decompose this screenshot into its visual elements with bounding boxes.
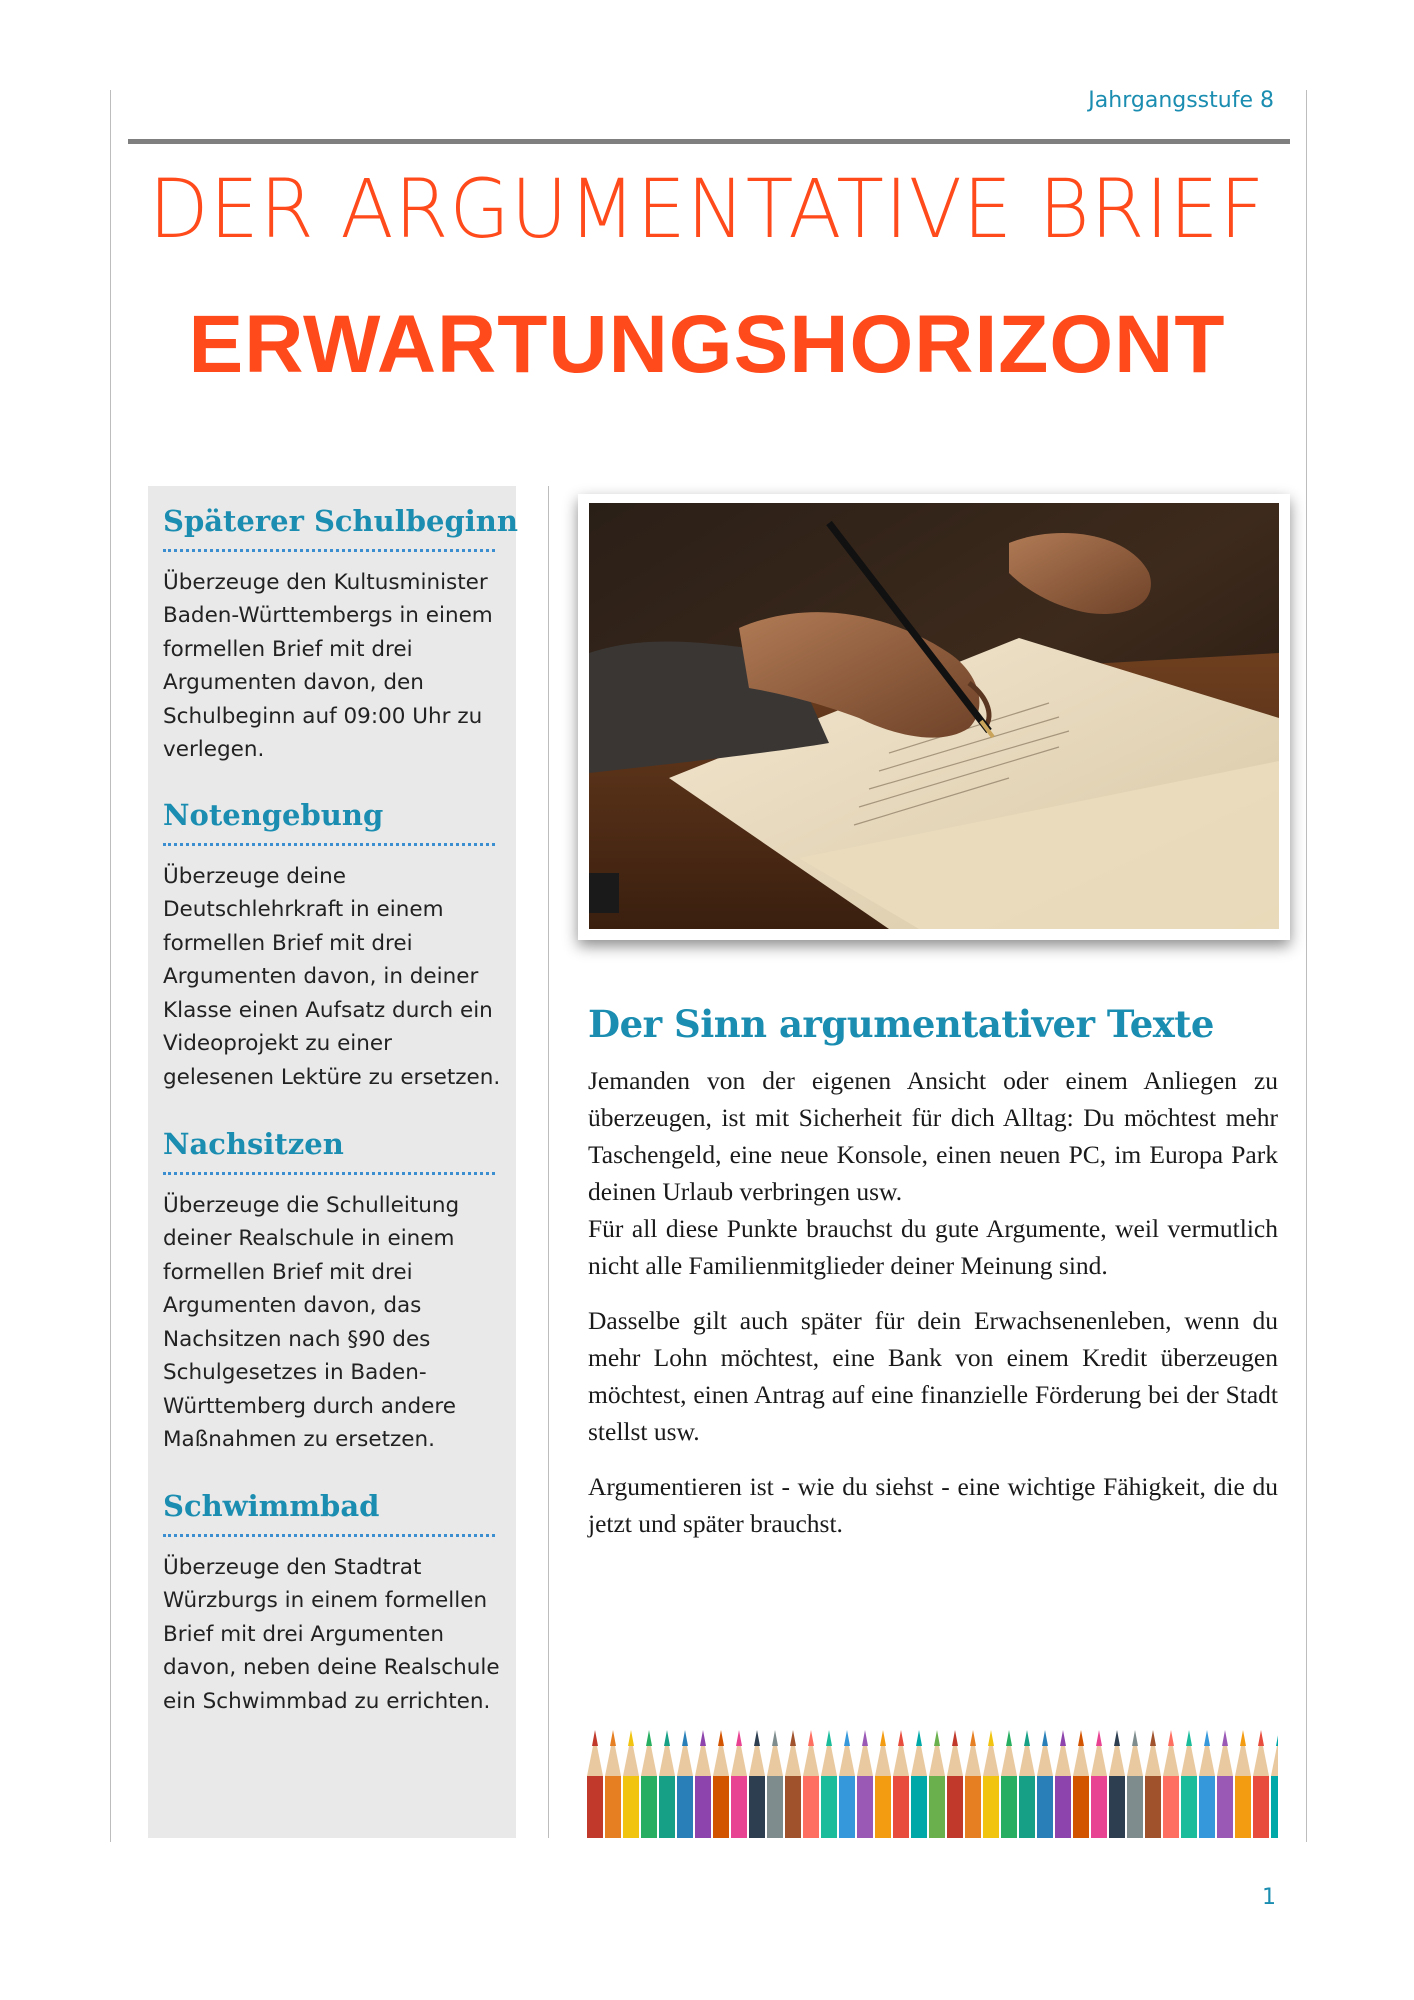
pencil — [803, 1730, 819, 1838]
dotted-divider — [163, 843, 495, 846]
sidebar-section-schwimmbad — [163, 1489, 503, 1718]
sidebar-text: Überzeuge die Schulleitung deiner Realschule in einem formellen Brief mit drei Argumenten davon, das Nachsitzen nach §90 des Schulgesetzes in Baden-Württemberg durch andere Maßnahmen zu ersetzen. — [163, 1192, 460, 1453]
hand-writing-letter-photo — [578, 494, 1290, 940]
pencil — [1019, 1730, 1035, 1838]
pencil — [1145, 1730, 1161, 1838]
pencils-illustration — [586, 1718, 1278, 1838]
pencil — [875, 1730, 891, 1838]
task-sidebar — [148, 486, 516, 1838]
pencil — [839, 1730, 855, 1838]
pencil — [857, 1730, 873, 1838]
sidebar-heading: Schwimmbad — [163, 1489, 380, 1523]
page-title: DER ARGUMENTATIVE BRIEF — [148, 163, 1266, 257]
page-subtitle: ERWARTUNGSHORIZONT — [188, 299, 1226, 390]
article-body — [588, 1062, 1278, 1542]
pencil — [1127, 1730, 1143, 1838]
pencil — [713, 1730, 729, 1838]
pencil — [821, 1730, 837, 1838]
dotted-divider — [163, 549, 495, 552]
pencil — [1037, 1730, 1053, 1838]
pencil — [1073, 1730, 1089, 1838]
pencil — [947, 1730, 963, 1838]
pencil — [893, 1730, 909, 1838]
pencil — [1055, 1730, 1071, 1838]
colored-pencils-photo — [586, 1718, 1278, 1838]
sidebar-heading: Notengebung — [163, 798, 384, 832]
pencil — [1235, 1730, 1251, 1838]
pencil — [785, 1730, 801, 1838]
pencil — [767, 1730, 783, 1838]
pencil — [1001, 1730, 1017, 1838]
pencil — [659, 1730, 675, 1838]
pencil — [749, 1730, 765, 1838]
pencil — [1091, 1730, 1107, 1838]
pencil — [731, 1730, 747, 1838]
pencil — [677, 1730, 693, 1838]
sidebar-text: Überzeuge den Kultusminister Baden-Württembergs in einem formellen Brief mit drei Argumenten davon, den Schulbeginn auf 09:00 Uhr zu verlegen. — [163, 569, 493, 763]
header-divider — [128, 139, 1290, 144]
grade-label: Jahrgangsstufe 8 — [1088, 88, 1274, 113]
pencil — [1109, 1730, 1125, 1838]
pencil — [1163, 1730, 1179, 1838]
sidebar-text: Überzeuge deine Deutschlehrkraft in einem formellen Brief mit drei Argumenten davon, in deiner Klasse einen Aufsatz durch ein Videoprojekt zu einer gelesenen Lektüre zu ersetzen. — [163, 863, 501, 1090]
pencil — [1271, 1730, 1278, 1838]
sidebar-section-nachsitzen — [163, 1127, 503, 1457]
pencil — [1217, 1730, 1233, 1838]
photo-illustration — [589, 503, 1279, 929]
pencil — [911, 1730, 927, 1838]
pencil — [587, 1730, 603, 1838]
sidebar-section-notengebung — [163, 798, 503, 1094]
dotted-divider — [163, 1534, 495, 1537]
sidebar-heading: Nachsitzen — [163, 1127, 344, 1161]
pencil — [641, 1730, 657, 1838]
pencil — [1181, 1730, 1197, 1838]
pencil — [983, 1730, 999, 1838]
article-paragraph: Jemanden von der eigenen Ansicht oder einem Anliegen zu überzeugen, ist mit Sicherheit für dich Alltag: Du möchtest mehr Taschengeld, eine neue Konsole, einen neuen PC, im Europa Park deinen Urlaub verbringen usw. — [588, 1066, 1278, 1206]
dotted-divider — [163, 1172, 495, 1175]
pencil — [623, 1730, 639, 1838]
article-paragraph: Für all diese Punkte brauchst du gute Argumente, weil vermutlich nicht alle Familienmitglieder deiner Meinung sind. — [588, 1214, 1278, 1280]
sidebar-text: Überzeuge den Stadtrat Würzburgs in einem formellen Brief mit drei Argumenten davon, neben deine Realschule ein Schwimmbad zu errichten. — [163, 1554, 500, 1714]
pencil — [965, 1730, 981, 1838]
column-divider — [548, 486, 549, 1838]
pencil — [605, 1730, 621, 1838]
article-paragraph: Argumentieren ist - wie du siehst - eine wichtige Fähigkeit, die du jetzt und später brauchst. — [588, 1472, 1278, 1538]
sidebar-section-schulbeginn — [163, 504, 518, 767]
sidebar-heading: Späterer Schulbeginn — [163, 504, 518, 538]
pencil — [695, 1730, 711, 1838]
article-heading: Der Sinn argumentativer Texte — [588, 1002, 1214, 1046]
pencil — [929, 1730, 945, 1838]
article-paragraph: Dasselbe gilt auch später für dein Erwachsenenleben, wenn du mehr Lohn möchtest, eine Bank von einem Kredit überzeugen möchtest, einen Antrag auf eine finanzielle Förderung bei der Stadt stellst usw. — [588, 1306, 1278, 1446]
page-number: 1 — [1262, 1885, 1276, 1910]
pencil — [1253, 1730, 1269, 1838]
pencil — [1199, 1730, 1215, 1838]
